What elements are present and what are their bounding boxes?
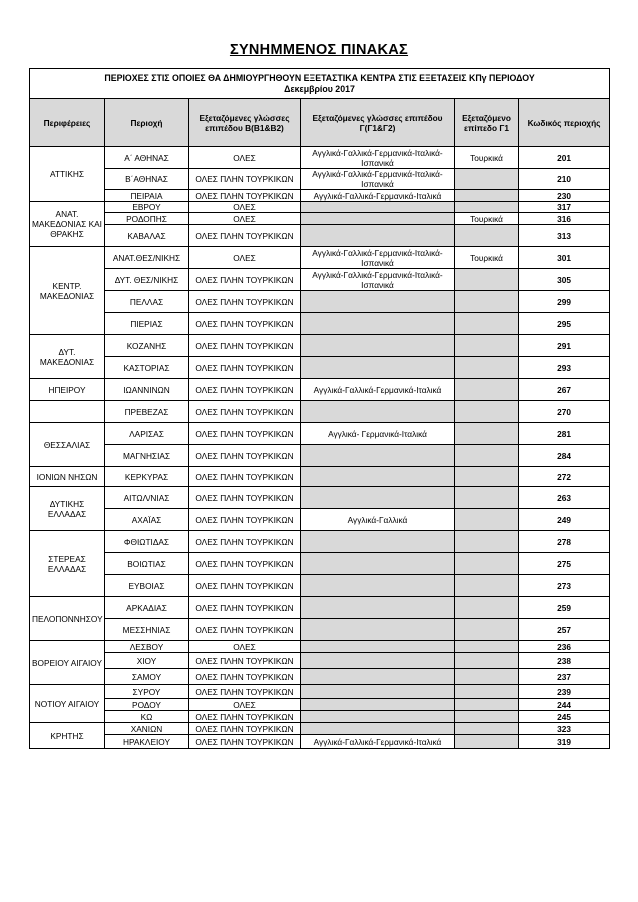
area-cell: ΜΑΓΝΗΣΙΑΣ — [105, 445, 189, 467]
area-cell: ΑΡΚΑΔΙΑΣ — [105, 597, 189, 619]
level-b-cell: ΟΛΕΣ — [189, 202, 301, 213]
region-cell: ΚΕΝΤΡ. ΜΑΚΕΔΟΝΙΑΣ — [30, 247, 105, 335]
code-cell: 317 — [519, 202, 610, 213]
level-g-cell — [301, 202, 455, 213]
code-cell: 323 — [519, 723, 610, 735]
area-cell: Β΄ΑΘΗΝΑΣ — [105, 169, 189, 190]
code-cell: 238 — [519, 653, 610, 669]
level-b-cell: ΟΛΕΣ ΠΛΗΝ ΤΟΥΡΚΙΚΩΝ — [189, 723, 301, 735]
column-header-row — [30, 99, 610, 147]
level-b-cell: ΟΛΕΣ — [189, 641, 301, 653]
level-g1-cell — [455, 291, 519, 313]
table-row — [30, 225, 610, 247]
level-g1-cell — [455, 509, 519, 531]
table-row — [30, 669, 610, 685]
level-g1-cell — [455, 685, 519, 699]
level-b-cell: ΟΛΕΣ — [189, 247, 301, 269]
area-cell: ΔΥΤ. ΘΕΣ/ΝΙΚΗΣ — [105, 269, 189, 291]
level-g-cell — [301, 641, 455, 653]
level-g1-cell — [455, 575, 519, 597]
col-header-code: Κωδικός περιοχής — [519, 99, 610, 147]
level-g-cell — [301, 357, 455, 379]
table-row — [30, 735, 610, 749]
code-cell: 275 — [519, 553, 610, 575]
code-cell: 210 — [519, 169, 610, 190]
table-heading — [30, 69, 610, 99]
level-g-cell — [301, 575, 455, 597]
area-cell: ΚΩ — [105, 711, 189, 723]
level-b-cell: ΟΛΕΣ — [189, 213, 301, 225]
level-g-cell — [301, 723, 455, 735]
level-g-cell — [301, 401, 455, 423]
area-cell: ΕΒΡΟΥ — [105, 202, 189, 213]
level-g-cell: Αγγλικά-Γαλλικά-Γερμανικά-Ιταλικά — [301, 190, 455, 202]
code-cell: 281 — [519, 423, 610, 445]
level-b-cell: ΟΛΕΣ ΠΛΗΝ ΤΟΥΡΚΙΚΩΝ — [189, 735, 301, 749]
table-row — [30, 335, 610, 357]
code-cell: 230 — [519, 190, 610, 202]
table-row — [30, 190, 610, 202]
table-row — [30, 467, 610, 487]
code-cell: 278 — [519, 531, 610, 553]
level-g-cell — [301, 597, 455, 619]
area-cell: ΠΙΕΡΙΑΣ — [105, 313, 189, 335]
col-header-level-g: Εξεταζόμενες γλώσσες επιπέδου Γ(Γ1&Γ2) — [301, 99, 455, 147]
level-g-cell: Αγγλικά-Γαλλικά-Γερμανικά-Ιταλικά-Ισπανικά — [301, 169, 455, 190]
level-g1-cell: Τουρκικά — [455, 213, 519, 225]
table-heading-line1: ΠΕΡΙΟΧΕΣ ΣΤΙΣ ΟΠΟΙΕΣ ΘΑ ΔΗΜΙΟΥΡΓΗΘΟΥΝ ΕΞΕΤΑΣΤΙΚΑ ΚΕΝΤΡΑ ΣΤΙΣ ΕΞΕΤΑΣΕΙΣ ΚΠγ ΠΕΡΙΟΔΟΥ — [104, 72, 535, 83]
level-g1-cell — [455, 357, 519, 379]
table-row — [30, 653, 610, 669]
level-g-cell — [301, 711, 455, 723]
level-g1-cell — [455, 735, 519, 749]
region-cell — [30, 401, 105, 423]
level-g1-cell — [455, 445, 519, 467]
page-title: ΣΥΝΗΜΜΕΝΟΣ ΠΙΝΑΚΑΣ — [229, 42, 409, 58]
col-header-regions: Περιφέρειες — [30, 99, 105, 147]
exam-centers-table — [29, 68, 610, 749]
level-b-cell: ΟΛΕΣ ΠΛΗΝ ΤΟΥΡΚΙΚΩΝ — [189, 509, 301, 531]
code-cell: 259 — [519, 597, 610, 619]
table-row — [30, 213, 610, 225]
level-g-cell — [301, 531, 455, 553]
level-g1-cell — [455, 335, 519, 357]
table-row — [30, 699, 610, 711]
table-row — [30, 357, 610, 379]
area-cell: ΑΝΑΤ.ΘΕΣ/ΝΙΚΗΣ — [105, 247, 189, 269]
code-cell: 263 — [519, 487, 610, 509]
area-cell: Α΄ ΑΘΗΝΑΣ — [105, 147, 189, 169]
code-cell: 295 — [519, 313, 610, 335]
level-b-cell: ΟΛΕΣ ΠΛΗΝ ΤΟΥΡΚΙΚΩΝ — [189, 553, 301, 575]
level-g1-cell — [455, 723, 519, 735]
level-g-cell — [301, 225, 455, 247]
area-cell: ΣΥΡΟΥ — [105, 685, 189, 699]
table-row — [30, 169, 610, 190]
table-row — [30, 313, 610, 335]
table-row — [30, 509, 610, 531]
table-heading-line2: Δεκεμβρίου 2017 — [284, 83, 355, 94]
code-cell: 272 — [519, 467, 610, 487]
table-row — [30, 641, 610, 653]
level-g1-cell — [455, 597, 519, 619]
level-b-cell: ΟΛΕΣ ΠΛΗΝ ΤΟΥΡΚΙΚΩΝ — [189, 619, 301, 641]
level-g1-cell — [455, 423, 519, 445]
level-b-cell: ΟΛΕΣ ΠΛΗΝ ΤΟΥΡΚΙΚΩΝ — [189, 653, 301, 669]
level-b-cell: ΟΛΕΣ ΠΛΗΝ ΤΟΥΡΚΙΚΩΝ — [189, 169, 301, 190]
table-row — [30, 202, 610, 213]
area-cell: ΡΟΔΟΠΗΣ — [105, 213, 189, 225]
table-row — [30, 401, 610, 423]
level-g1-cell — [455, 711, 519, 723]
col-header-level-b: Εξεταζόμενες γλώσσες επιπέδου Β(Β1&Β2) — [189, 99, 301, 147]
level-g1-cell — [455, 653, 519, 669]
table-row — [30, 445, 610, 467]
code-cell: 245 — [519, 711, 610, 723]
table-row — [30, 685, 610, 699]
table-heading-row — [30, 69, 610, 99]
level-g1-cell — [455, 669, 519, 685]
level-g-cell — [301, 291, 455, 313]
level-b-cell: ΟΛΕΣ ΠΛΗΝ ΤΟΥΡΚΙΚΩΝ — [189, 531, 301, 553]
level-g-cell: Αγγλικά-Γαλλικά-Γερμανικά-Ιταλικά — [301, 735, 455, 749]
level-b-cell: ΟΛΕΣ ΠΛΗΝ ΤΟΥΡΚΙΚΩΝ — [189, 357, 301, 379]
area-cell: ΚΕΡΚΥΡΑΣ — [105, 467, 189, 487]
level-g1-cell — [455, 379, 519, 401]
code-cell: 319 — [519, 735, 610, 749]
level-g1-cell — [455, 467, 519, 487]
table-row — [30, 423, 610, 445]
level-g1-cell: Τουρκικά — [455, 247, 519, 269]
level-b-cell: ΟΛΕΣ — [189, 699, 301, 711]
level-b-cell: ΟΛΕΣ ΠΛΗΝ ΤΟΥΡΚΙΚΩΝ — [189, 597, 301, 619]
level-g-cell — [301, 313, 455, 335]
level-g-cell — [301, 213, 455, 225]
area-cell: ΒΟΙΩΤΙΑΣ — [105, 553, 189, 575]
table-row — [30, 291, 610, 313]
table-row — [30, 723, 610, 735]
area-cell: ΜΕΣΣΗΝΙΑΣ — [105, 619, 189, 641]
level-g1-cell — [455, 531, 519, 553]
table-row — [30, 597, 610, 619]
region-cell: ΣΤΕΡΕΑΣ ΕΛΛΑΔΑΣ — [30, 531, 105, 597]
table-row — [30, 619, 610, 641]
level-b-cell: ΟΛΕΣ ΠΛΗΝ ΤΟΥΡΚΙΚΩΝ — [189, 423, 301, 445]
table-row — [30, 553, 610, 575]
level-b-cell: ΟΛΕΣ ΠΛΗΝ ΤΟΥΡΚΙΚΩΝ — [189, 313, 301, 335]
level-g1-cell — [455, 401, 519, 423]
area-cell: ΧΑΝΙΩΝ — [105, 723, 189, 735]
level-g-cell — [301, 335, 455, 357]
region-cell: ΘΕΣΣΑΛΙΑΣ — [30, 423, 105, 467]
level-g1-cell — [455, 225, 519, 247]
area-cell: ΛΑΡΙΣΑΣ — [105, 423, 189, 445]
table-row — [30, 379, 610, 401]
level-g-cell — [301, 553, 455, 575]
level-g-cell — [301, 467, 455, 487]
region-cell: ΑΤΤΙΚΗΣ — [30, 147, 105, 202]
code-cell: 237 — [519, 669, 610, 685]
table-row — [30, 575, 610, 597]
area-cell: ΚΑΣΤΟΡΙΑΣ — [105, 357, 189, 379]
level-b-cell: ΟΛΕΣ ΠΛΗΝ ΤΟΥΡΚΙΚΩΝ — [189, 685, 301, 699]
area-cell: ΠΕΛΛΑΣ — [105, 291, 189, 313]
region-cell: ΚΡΗΤΗΣ — [30, 723, 105, 749]
area-cell: ΗΡΑΚΛΕΙΟΥ — [105, 735, 189, 749]
region-cell: ΔΥΤ. ΜΑΚΕΔΟΝΙΑΣ — [30, 335, 105, 379]
code-cell: 316 — [519, 213, 610, 225]
area-cell: ΑΙΤΩΛ/ΝΙΑΣ — [105, 487, 189, 509]
level-g-cell: Αγγλικά- Γερμανικά-Ιταλικά — [301, 423, 455, 445]
code-cell: 249 — [519, 509, 610, 531]
level-b-cell: ΟΛΕΣ ΠΛΗΝ ΤΟΥΡΚΙΚΩΝ — [189, 225, 301, 247]
code-cell: 239 — [519, 685, 610, 699]
level-g-cell — [301, 487, 455, 509]
region-cell: ΔΥΤΙΚΗΣ ΕΛΛΑΔΑΣ — [30, 487, 105, 531]
region-cell: ΒΟΡΕΙΟΥ ΑΙΓΑΙΟΥ — [30, 641, 105, 685]
table-row — [30, 487, 610, 509]
area-cell: ΛΕΣΒΟΥ — [105, 641, 189, 653]
area-cell: ΧΙΟΥ — [105, 653, 189, 669]
code-cell: 291 — [519, 335, 610, 357]
level-b-cell: ΟΛΕΣ ΠΛΗΝ ΤΟΥΡΚΙΚΩΝ — [189, 445, 301, 467]
area-cell: ΠΡΕΒΕΖΑΣ — [105, 401, 189, 423]
code-cell: 305 — [519, 269, 610, 291]
code-cell: 201 — [519, 147, 610, 169]
code-cell: 236 — [519, 641, 610, 653]
code-cell: 273 — [519, 575, 610, 597]
level-g-cell: Αγγλικά-Γαλλικά-Γερμανικά-Ιταλικά — [301, 379, 455, 401]
col-header-area: Περιοχή — [105, 99, 189, 147]
level-b-cell: ΟΛΕΣ ΠΛΗΝ ΤΟΥΡΚΙΚΩΝ — [189, 291, 301, 313]
table-row — [30, 711, 610, 723]
code-cell: 284 — [519, 445, 610, 467]
level-g-cell — [301, 619, 455, 641]
level-g-cell: Αγγλικά-Γαλλικά-Γερμανικά-Ιταλικά-Ισπανικά — [301, 269, 455, 291]
code-cell: 244 — [519, 699, 610, 711]
region-cell: ΝΟΤΙΟΥ ΑΙΓΑΙΟΥ — [30, 685, 105, 723]
level-g-cell — [301, 699, 455, 711]
code-cell: 270 — [519, 401, 610, 423]
level-g1-cell — [455, 202, 519, 213]
level-g-cell: Αγγλικά-Γαλλικά-Γερμανικά-Ιταλικά-Ισπανικά — [301, 147, 455, 169]
level-b-cell: ΟΛΕΣ ΠΛΗΝ ΤΟΥΡΚΙΚΩΝ — [189, 335, 301, 357]
level-b-cell: ΟΛΕΣ ΠΛΗΝ ΤΟΥΡΚΙΚΩΝ — [189, 669, 301, 685]
level-g-cell: Αγγλικά-Γαλλικά-Γερμανικά-Ιταλικά-Ισπανικά — [301, 247, 455, 269]
code-cell: 267 — [519, 379, 610, 401]
level-g1-cell — [455, 487, 519, 509]
level-b-cell: ΟΛΕΣ ΠΛΗΝ ΤΟΥΡΚΙΚΩΝ — [189, 467, 301, 487]
table-row — [30, 531, 610, 553]
level-g1-cell — [455, 619, 519, 641]
level-g1-cell — [455, 169, 519, 190]
level-g-cell — [301, 445, 455, 467]
level-b-cell: ΟΛΕΣ ΠΛΗΝ ΤΟΥΡΚΙΚΩΝ — [189, 575, 301, 597]
level-b-cell: ΟΛΕΣ ΠΛΗΝ ΤΟΥΡΚΙΚΩΝ — [189, 379, 301, 401]
code-cell: 257 — [519, 619, 610, 641]
table-row — [30, 269, 610, 291]
region-cell: ΑΝΑΤ. ΜΑΚΕΔΟΝΙΑΣ ΚΑΙ ΘΡΑΚΗΣ — [30, 202, 105, 247]
region-cell: ΙΟΝΙΩΝ ΝΗΣΩΝ — [30, 467, 105, 487]
code-cell: 301 — [519, 247, 610, 269]
area-cell: ΕΥΒΟΙΑΣ — [105, 575, 189, 597]
area-cell: ΙΩΑΝΝΙΝΩΝ — [105, 379, 189, 401]
table-row — [30, 247, 610, 269]
level-g-cell: Αγγλικά-Γαλλικά — [301, 509, 455, 531]
area-cell: ΑΧΑΪΑΣ — [105, 509, 189, 531]
level-b-cell: ΟΛΕΣ ΠΛΗΝ ΤΟΥΡΚΙΚΩΝ — [189, 269, 301, 291]
level-g-cell — [301, 653, 455, 669]
level-g1-cell — [455, 553, 519, 575]
level-g-cell — [301, 669, 455, 685]
level-g1-cell: Τουρκικά — [455, 147, 519, 169]
level-b-cell: ΟΛΕΣ ΠΛΗΝ ΤΟΥΡΚΙΚΩΝ — [189, 487, 301, 509]
level-b-cell: ΟΛΕΣ ΠΛΗΝ ΤΟΥΡΚΙΚΩΝ — [189, 401, 301, 423]
table-row — [30, 147, 610, 169]
area-cell: ΚΑΒΑΛΑΣ — [105, 225, 189, 247]
level-g1-cell — [455, 190, 519, 202]
region-cell: ΗΠΕΙΡΟΥ — [30, 379, 105, 401]
area-cell: ΡΟΔΟΥ — [105, 699, 189, 711]
area-cell: ΦΘΙΩΤΙΔΑΣ — [105, 531, 189, 553]
level-b-cell: ΟΛΕΣ — [189, 147, 301, 169]
code-cell: 313 — [519, 225, 610, 247]
code-cell: 299 — [519, 291, 610, 313]
level-b-cell: ΟΛΕΣ ΠΛΗΝ ΤΟΥΡΚΙΚΩΝ — [189, 190, 301, 202]
level-b-cell: ΟΛΕΣ ΠΛΗΝ ΤΟΥΡΚΙΚΩΝ — [189, 711, 301, 723]
area-cell: ΠΕΙΡΑΙΑ — [105, 190, 189, 202]
level-g1-cell — [455, 699, 519, 711]
col-header-level-g1: Εξεταζόμενο επίπεδο Γ1 — [455, 99, 519, 147]
area-cell: ΚΟΖΑΝΗΣ — [105, 335, 189, 357]
code-cell: 293 — [519, 357, 610, 379]
level-g-cell — [301, 685, 455, 699]
region-cell: ΠΕΛΟΠΟΝΝΗΣΟΥ — [30, 597, 105, 641]
level-g1-cell — [455, 269, 519, 291]
level-g1-cell — [455, 641, 519, 653]
level-g1-cell — [455, 313, 519, 335]
area-cell: ΣΑΜΟΥ — [105, 669, 189, 685]
